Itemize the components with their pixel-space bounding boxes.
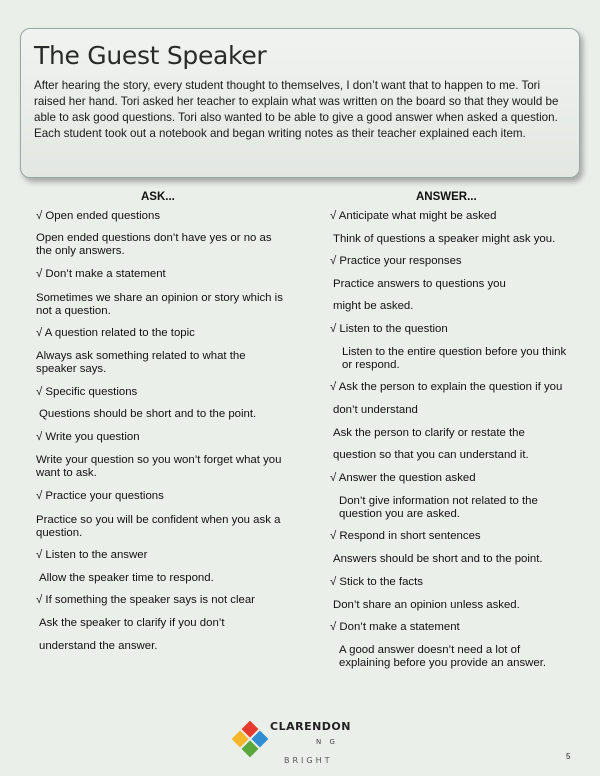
answer-text-2a: Practice answers to questions you bbox=[333, 278, 506, 290]
answer-heading: ANSWER... bbox=[416, 191, 477, 203]
ask-text-5: Write your question so you won’t forget what you want to ask. bbox=[36, 454, 282, 479]
answer-check-1: √ Anticipate what might be asked bbox=[330, 210, 497, 222]
ask-check-6: √ Practice your questions bbox=[36, 490, 164, 502]
answer-check-7: √ Stick to the facts bbox=[330, 576, 423, 588]
logo-sub: N G bbox=[316, 738, 338, 746]
ask-heading: ASK... bbox=[141, 191, 175, 203]
intro-panel bbox=[20, 28, 580, 178]
answer-check-6: √ Respond in short sentences bbox=[330, 530, 481, 542]
ask-text-2: Sometimes we share an opinion or story which is not a question. bbox=[36, 292, 283, 317]
answer-text-7: Don’t share an opinion unless asked. bbox=[333, 599, 520, 611]
ask-check-2: √ Don’t make a statement bbox=[36, 268, 166, 280]
ask-check-4: √ Specific questions bbox=[36, 386, 138, 398]
ask-text-1: Open ended questions don’t have yes or no as the only answers. bbox=[36, 232, 272, 257]
ask-check-5: √ Write you question bbox=[36, 431, 140, 443]
logo-bright: BRIGHT bbox=[284, 756, 333, 765]
intro-paragraph: After hearing the story, every student thought to themselves, I don’t want that to happen to me. Tori raised her hand. Tori asked her teacher to explain what was written on the board so that they would be able to ask good questions. Tori also wanted to be able to give a good answer when asked a question. Each student took out a notebook and began writing notes as their teacher explained each item. bbox=[34, 79, 559, 140]
page-number: 5 bbox=[566, 752, 571, 761]
ask-check-7: √ Listen to the answer bbox=[36, 549, 148, 561]
answer-text-5: Don’t give information not related to the question you are asked. bbox=[339, 495, 538, 520]
ask-text-3: Always ask something related to what the speaker says. bbox=[36, 350, 246, 375]
ask-check-3: √ A question related to the topic bbox=[36, 327, 195, 339]
answer-check-2: √ Practice your responses bbox=[330, 255, 462, 267]
ask-text-4: Questions should be short and to the point. bbox=[39, 408, 257, 420]
page-title: The Guest Speaker bbox=[34, 41, 267, 70]
answer-text-1: Think of questions a speaker might ask you. bbox=[333, 233, 556, 245]
logo-name: CLARENDON bbox=[270, 720, 351, 733]
answer-text-3: Listen to the entire question before you think or respond. bbox=[342, 346, 567, 371]
ask-check-8: √ If something the speaker says is not clear bbox=[36, 594, 255, 606]
answer-check-5: √ Answer the question asked bbox=[330, 472, 476, 484]
ask-text-6: Practice so you will be confident when you ask a question. bbox=[36, 514, 281, 539]
ask-text-7: Allow the speaker time to respond. bbox=[39, 572, 214, 584]
answer-check-3: √ Listen to the question bbox=[330, 323, 448, 335]
answer-text-8: A good answer doesn’t need a lot of explaining before you provide an answer. bbox=[339, 644, 547, 669]
logo-diamond-icon bbox=[226, 716, 274, 762]
answer-check-4: √ Ask the person to explain the question if you bbox=[330, 381, 563, 393]
answer-text-6: Answers should be short and to the point. bbox=[333, 553, 543, 565]
ask-check-1: √ Open ended questions bbox=[36, 210, 161, 222]
ask-text-8a: Ask the speaker to clarify if you don’t bbox=[39, 617, 225, 629]
answer-text-2b: might be asked. bbox=[333, 300, 414, 312]
publisher-logo bbox=[226, 716, 376, 766]
ask-text-8b: understand the answer. bbox=[39, 640, 158, 652]
answer-text-4b: Ask the person to clarify or restate the bbox=[333, 427, 525, 439]
answer-text-4c: question so that you can understand it. bbox=[333, 449, 529, 461]
answer-text-4a: don’t understand bbox=[333, 404, 418, 416]
answer-check-8: √ Don’t make a statement bbox=[330, 621, 460, 633]
